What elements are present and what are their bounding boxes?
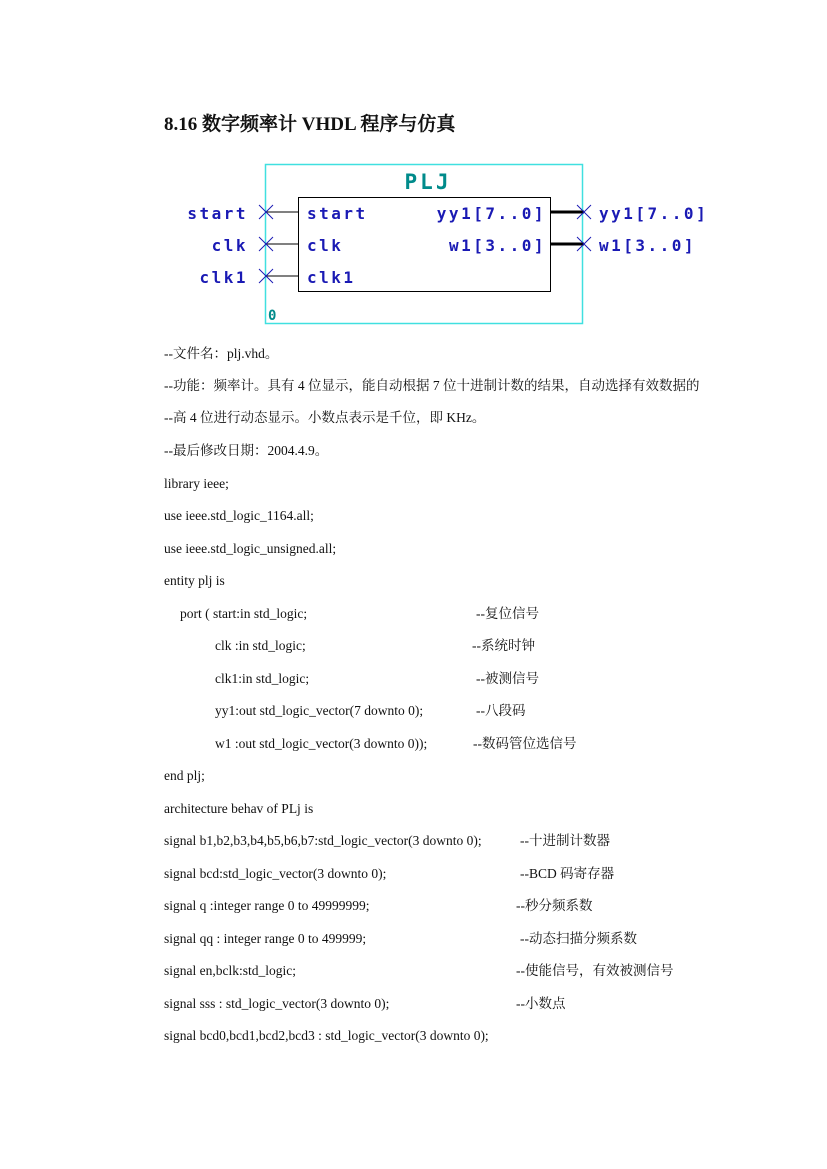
port-label-start: start [307,204,368,223]
port-label-clk: clk [307,236,344,255]
signal-decl: signal sss : std_logic_vector(3 downto 0); [164,996,390,1011]
block-title: PLJ [404,170,452,194]
signal-decl: signal en,bclk:std_logic; [164,963,296,978]
port-comment: --复位信号 [476,606,539,621]
code-use-unsigned: use ieee.std_logic_unsigned.all; [164,541,337,556]
signal-comment: --动态扫描分频系数 [520,931,637,946]
port-comment: --八段码 [476,703,526,718]
port-decl: clk1:in std_logic; [215,671,310,686]
port-decl: yy1:out std_logic_vector(7 downto 0); [215,703,424,718]
ext-input-start: start [187,204,248,223]
port-label-w1: w1[3..0] [448,236,546,255]
signal-decl: signal b1,b2,b3,b4,b5,b6,b7:std_logic_vector(3 downto 0); [164,833,482,848]
plj-block-diagram [0,0,827,340]
signal-comment: --小数点 [516,996,566,1011]
header-comment-function: --功能：频率计。具有 4 位显示，能自动根据 7 位十进制计数的结果，自动选择有效数据的 [164,378,700,393]
signal-decl: signal bcd0,bcd1,bcd2,bcd3 : std_logic_vector(3 downto 0); [164,1028,489,1043]
header-comment-display: --高 4 位进行动态显示。小数点表示是千位，即 KHz。 [164,410,486,425]
port-label-clk1: clk1 [307,268,356,287]
port-comment: --系统时钟 [472,638,535,653]
instance-number: 0 [268,308,277,324]
section-heading: 8.16 数字频率计 VHDL 程序与仿真 [164,114,456,135]
signal-decl: signal bcd:std_logic_vector(3 downto 0); [164,866,387,881]
port-label-yy1: yy1[7..0] [436,204,546,223]
signal-comment: --十进制计数器 [520,833,610,848]
code-library: library ieee; [164,476,229,491]
code-entity: entity plj is [164,573,225,588]
signal-comment: --秒分频系数 [516,898,593,913]
ext-input-clk1: clk1 [199,268,248,287]
port-decl: clk :in std_logic; [215,638,306,653]
port-decl: port ( start:in std_logic; [180,606,308,621]
header-comment-filename: --文件名：plj.vhd。 [164,346,279,361]
header-comment-date: --最后修改日期：2004.4.9。 [164,443,329,458]
code-end-entity: end plj; [164,768,205,783]
ext-output-yy1: yy1[7..0] [599,204,709,223]
port-comment: --数码管位选信号 [473,736,577,751]
port-decl: w1 :out std_logic_vector(3 downto 0)); [215,736,428,751]
signal-comment: --使能信号，有效被测信号 [516,963,674,978]
signal-comment: --BCD 码寄存器 [520,866,615,881]
code-architecture: architecture behav of PLj is [164,801,314,816]
port-comment: --被测信号 [476,671,539,686]
code-use-1164: use ieee.std_logic_1164.all; [164,508,314,523]
ext-input-clk: clk [211,236,248,255]
signal-decl: signal qq : integer range 0 to 499999; [164,931,367,946]
signal-decl: signal q :integer range 0 to 49999999; [164,898,370,913]
ext-output-w1: w1[3..0] [599,236,697,255]
